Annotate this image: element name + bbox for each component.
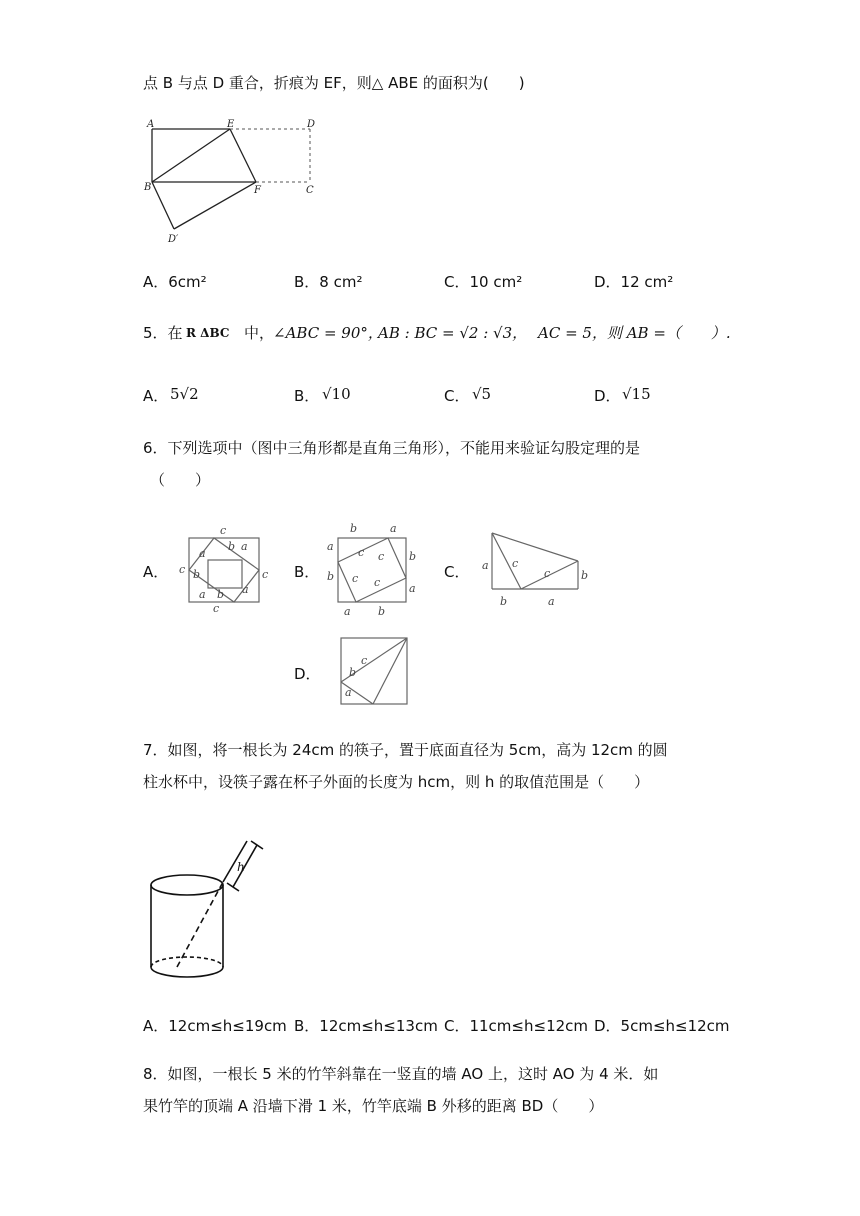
q6-option-d[interactable]: D． xyxy=(294,665,321,683)
svg-text:c: c xyxy=(213,602,220,615)
svg-text:c: c xyxy=(378,550,385,563)
q7-stem-line1: 7．如图，将一根长为 24cm 的筷子，置于底面直径为 5cm，高为 12cm 的圆 xyxy=(143,741,668,759)
q6-figure-b xyxy=(322,520,422,620)
q4-option-a[interactable]: A．6cm² xyxy=(143,273,207,291)
svg-text:F: F xyxy=(254,185,261,196)
q5-option-a[interactable]: A． xyxy=(143,387,169,405)
q6-figure-d xyxy=(335,632,415,712)
q7-option-d[interactable]: D．5cm≤h≤12cm xyxy=(594,1017,730,1035)
svg-text:b: b xyxy=(349,666,357,679)
q4-option-d[interactable]: D．12 cm² xyxy=(594,273,674,291)
q5-number: 5．在 xyxy=(143,324,183,342)
svg-text:b: b xyxy=(378,605,386,618)
q6-option-b[interactable]: B． xyxy=(294,563,320,581)
q6-figure-a xyxy=(172,520,272,620)
q6-option-c[interactable]: C． xyxy=(444,563,470,581)
svg-text:D: D xyxy=(307,119,316,130)
svg-text:c: c xyxy=(358,546,365,559)
q5-option-a-value: 5√2 xyxy=(170,385,199,403)
svg-text:b: b xyxy=(217,588,225,601)
svg-text:E: E xyxy=(227,119,235,130)
q5-option-c[interactable]: C． xyxy=(444,387,470,405)
q8-stem-line1: 8．如图，一根长 5 米的竹竿斜靠在一竖直的墙 AO 上，这时 AO 为 4 米．如 xyxy=(143,1065,659,1083)
svg-text:B: B xyxy=(144,182,152,193)
q4-option-b[interactable]: B．8 cm² xyxy=(294,273,363,291)
svg-text:a: a xyxy=(482,559,489,572)
q7-stem-line2: 柱水杯中，设筷子露在杯子外面的长度为 hcm，则 h 的取值范围是（ ） xyxy=(143,773,650,791)
svg-text:c: c xyxy=(179,563,186,576)
q5-option-b[interactable]: B． xyxy=(294,387,320,405)
svg-text:a: a xyxy=(390,522,397,535)
q6-option-a[interactable]: A． xyxy=(143,563,169,581)
svg-text:c: c xyxy=(262,568,269,581)
svg-text:b: b xyxy=(193,568,201,581)
svg-text:b: b xyxy=(228,540,236,553)
svg-text:a: a xyxy=(199,547,206,560)
q7-option-c[interactable]: C．11cm≤h≤12cm xyxy=(444,1017,589,1035)
svg-text:a: a xyxy=(241,540,248,553)
svg-text:b: b xyxy=(327,570,335,583)
svg-text:a: a xyxy=(242,583,249,596)
svg-text:c: c xyxy=(374,576,381,589)
q5-condition-ratio: AB : BC = √2 : √3， xyxy=(378,324,528,342)
q5-option-b-value: √10 xyxy=(322,385,351,403)
q6-stem-line1: 6．下列选项中（图中三角形都是直角三角形），不能用来验证勾股定理的是 xyxy=(143,439,641,457)
svg-text:a: a xyxy=(199,588,206,601)
svg-text:a: a xyxy=(548,595,555,608)
q7-option-a[interactable]: A．12cm≤h≤19cm xyxy=(143,1017,287,1035)
svg-text:b: b xyxy=(581,569,589,582)
svg-text:b: b xyxy=(409,550,417,563)
svg-text:b: b xyxy=(350,522,358,535)
svg-text:h: h xyxy=(237,860,245,874)
svg-text:a: a xyxy=(345,686,352,699)
svg-text:c: c xyxy=(544,567,551,580)
q5-option-d-value: √15 xyxy=(622,385,651,403)
svg-text:c: c xyxy=(361,654,368,667)
svg-text:c: c xyxy=(512,557,519,570)
q5-condition-angle: ∠ABC = 90°， xyxy=(273,324,383,342)
svg-text:b: b xyxy=(500,595,508,608)
svg-text:C: C xyxy=(306,185,314,196)
q4-option-c[interactable]: C．10 cm² xyxy=(444,273,523,291)
svg-text:c: c xyxy=(220,524,227,537)
q6-figure-c xyxy=(478,525,598,610)
svg-text:a: a xyxy=(327,540,334,553)
q5-mid: 中， xyxy=(244,324,275,342)
q8-stem-line2: 果竹竿的顶端 A 沿墙下滑 1 米，竹竿底端 B 外移的距离 BD（ ） xyxy=(143,1097,604,1115)
svg-text:a: a xyxy=(344,605,351,618)
q7-cup-figure xyxy=(145,835,275,985)
q6-stem-line2: （ ） xyxy=(150,471,211,489)
q4-figure xyxy=(140,115,340,250)
q4-stem: 点 B 与点 D 重合，折痕为 EF，则△ ABE 的面积为( ) xyxy=(143,74,525,92)
svg-text:D′: D′ xyxy=(168,234,179,245)
q7-option-b[interactable]: B．12cm≤h≤13cm xyxy=(294,1017,438,1035)
q5-triangle-label: R ΔBC xyxy=(186,326,230,340)
svg-text:c: c xyxy=(352,572,359,585)
svg-text:a: a xyxy=(409,582,416,595)
q5-option-d[interactable]: D． xyxy=(594,387,621,405)
q5-condition-ac: AC = 5，则 AB =（ ）. xyxy=(538,324,731,342)
svg-text:A: A xyxy=(147,119,155,130)
q5-option-c-value: √5 xyxy=(472,385,492,403)
